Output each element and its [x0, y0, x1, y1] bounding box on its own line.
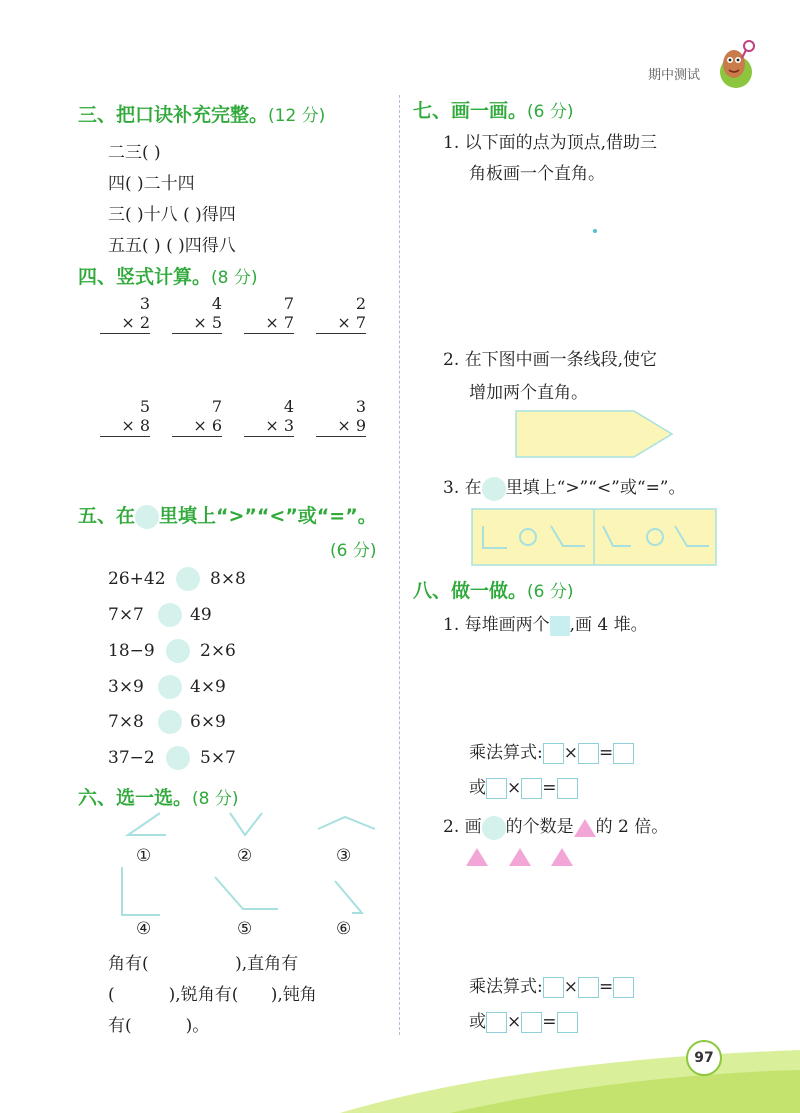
angle-2-icon — [230, 813, 262, 835]
section7-q1-line1: 1. 以下面的点为顶点,借助三 — [443, 133, 658, 153]
answer-circle[interactable] — [158, 675, 182, 699]
section5-points: (6 分) — [330, 541, 377, 561]
angle-3-icon — [318, 817, 375, 829]
section7-heading: 七、画一画。(6 分) — [413, 100, 574, 122]
angle-4-icon — [122, 867, 160, 915]
answer-box[interactable] — [578, 977, 599, 998]
vertical-calc: 7 × 6 — [172, 397, 222, 437]
compare-right: 8×8 — [210, 569, 246, 589]
vertical-calc: 5 × 8 — [100, 397, 150, 437]
section3-heading: 三、把口诀补充完整。(12 分) — [78, 104, 326, 126]
section3-line-3: 三( )十八 ( )得四 — [108, 205, 236, 225]
compare-left: 7×8 — [108, 712, 144, 732]
section3-line-4: 五五( ) ( )四得八 — [108, 236, 236, 256]
section4-heading: 四、竖式计算。(8 分) — [78, 266, 258, 288]
answer-box[interactable] — [486, 1012, 507, 1033]
angle-label-3: ③ — [336, 846, 352, 866]
section8-q2: 2. 画 的个数是 的 2 倍。 — [443, 812, 668, 840]
section3-line-1: 二三( ) — [108, 143, 161, 163]
section6-text-1: 角有( ),直角有 — [108, 954, 299, 974]
section7-q2-line1: 2. 在下图中画一条线段,使它 — [443, 350, 658, 370]
answer-box[interactable] — [521, 778, 542, 799]
answer-box[interactable] — [557, 1012, 578, 1033]
angle-label-1: ① — [136, 846, 152, 866]
vertex-dot — [593, 229, 597, 233]
answer-circle-icon — [482, 477, 506, 501]
section7-q1-line2: 角板画一个直角。 — [469, 164, 605, 184]
compare-left: 7×7 — [108, 605, 144, 625]
answer-circle[interactable] — [158, 710, 182, 734]
mascot-icon — [712, 38, 760, 90]
circle-icon — [482, 816, 506, 840]
triangle-icon — [551, 848, 573, 866]
vertical-calc: 2 × 7 — [316, 294, 366, 334]
answer-box[interactable] — [557, 778, 578, 799]
compare-right: 6×9 — [190, 712, 226, 732]
triangle-icon — [509, 848, 531, 866]
vertical-calc: 4 × 5 — [172, 294, 222, 334]
formula-row-alt: 或 × = — [469, 773, 578, 799]
vertical-calc: 4 × 3 — [244, 397, 294, 437]
page-number: 97 — [686, 1040, 722, 1076]
angle-1-icon — [128, 813, 166, 835]
angle-figures — [100, 805, 390, 935]
vertical-calc: 3 × 9 — [316, 397, 366, 437]
formula-row-alt: 或 × = — [469, 1007, 578, 1033]
section8-heading: 八、做一做。(6 分) — [413, 580, 574, 602]
compare-left: 18−9 — [108, 641, 155, 661]
square-icon — [550, 616, 570, 636]
compare-left: 3×9 — [108, 677, 144, 697]
angle-label-5: ⑤ — [237, 919, 253, 939]
angle-compare-figure[interactable] — [471, 508, 717, 566]
angle-5-icon — [215, 877, 278, 909]
compare-left: 37−2 — [108, 748, 155, 768]
vertical-calc: 3 × 2 — [100, 294, 150, 334]
section7-q2-line2: 增加两个直角。 — [469, 383, 588, 403]
compare-right: 4×9 — [190, 677, 226, 697]
section6-text-3: 有( )。 — [108, 1016, 210, 1036]
answer-box[interactable] — [521, 1012, 542, 1033]
compare-left: 26+42 — [108, 569, 166, 589]
vertical-calc: 7 × 7 — [244, 294, 294, 334]
header-title: 期中测试 — [648, 68, 701, 83]
formula-row: 乘法算式: × = — [469, 972, 634, 998]
answer-circle[interactable] — [166, 639, 190, 663]
answer-circle[interactable] — [176, 567, 200, 591]
triangle-icon — [574, 819, 596, 837]
answer-box[interactable] — [613, 977, 634, 998]
section3-line-2: 四( )二十四 — [108, 174, 195, 194]
section8-q1: 1. 每堆画两个 ,画 4 堆。 — [443, 615, 648, 635]
compare-right: 49 — [190, 605, 212, 625]
compare-right: 2×6 — [200, 641, 236, 661]
section7-q3: 3. 在 里填上“>”“<”或“=”。 — [443, 473, 686, 501]
triangle-icon — [466, 848, 488, 866]
answer-circle-icon — [135, 505, 159, 529]
section5-heading: 五、在 里填上“>”“<”或“=”。 — [78, 505, 377, 527]
column-divider — [399, 95, 400, 1035]
angle-label-2: ② — [237, 846, 253, 866]
formula-row: 乘法算式: × = — [469, 738, 634, 764]
answer-circle[interactable] — [158, 603, 182, 627]
answer-box[interactable] — [543, 977, 564, 998]
angle-label-4: ④ — [136, 919, 152, 939]
angle-6-icon — [335, 881, 362, 913]
footer-wave — [300, 1040, 800, 1113]
answer-box[interactable] — [613, 743, 634, 764]
compare-right: 5×7 — [200, 748, 236, 768]
answer-box[interactable] — [578, 743, 599, 764]
section6-heading: 六、选一选。(8 分) — [78, 787, 239, 809]
answer-box[interactable] — [543, 743, 564, 764]
angle-label-6: ⑥ — [336, 919, 352, 939]
answer-circle[interactable] — [166, 746, 190, 770]
section6-text-2: ( ),锐角有( ),钝角 — [108, 985, 317, 1005]
answer-box[interactable] — [486, 778, 507, 799]
pentagon-figure[interactable] — [514, 409, 676, 459]
